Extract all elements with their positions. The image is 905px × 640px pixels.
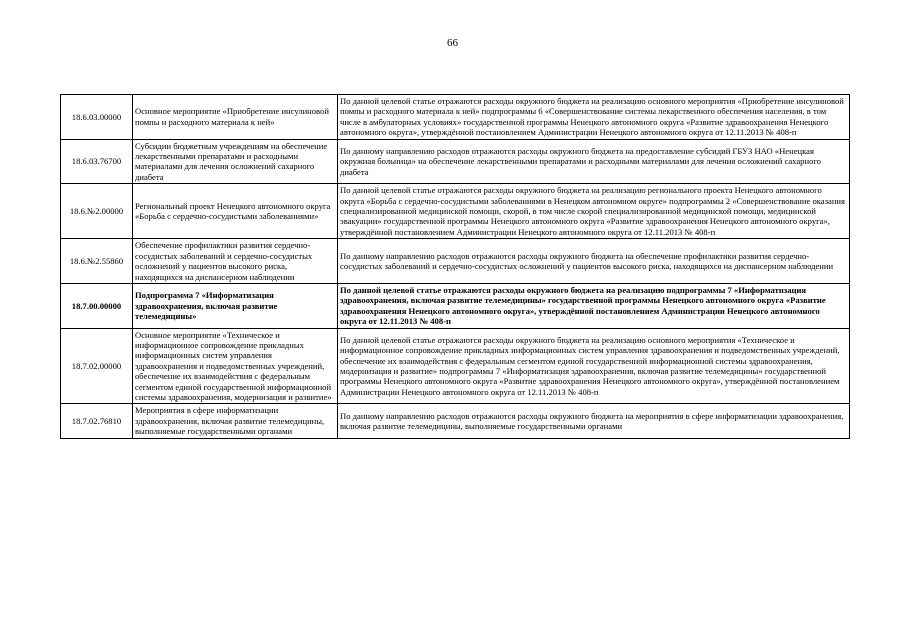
name-cell: Подпрограмма 7 «Информатизация здравоохранения, включая развитие телемедицины»: [133, 283, 338, 328]
description-cell: По данному направлению расходов отражаются расходы окружного бюджета на предоставление субсидий ГБУЗ НАО «Ненецкая окружная больница» на обеспечение лекарственными препаратами и расходными материалами для лечения осложнений сахарного диабета: [338, 139, 850, 184]
description-cell: По данной целевой статье отражаются расходы окружного бюджета на реализацию регионального проекта Ненецкого автономного округа «Борьба с сердечно-сосудистыми заболеваниями в Ненецком автономном округе» подпрограммы 2 «Совершенствование оказания специализированной медицинской помощи, скорой, в том числе скорой специализированной медицинской помощи, медицинской эвакуации» государственной программы Ненецкого автономного округа «Развитие здравоохранения Ненецкого автономного округа», утверждённой постановлением Администрации Ненецкого автономного округа от 12.11.2013 № 408-п: [338, 184, 850, 239]
name-cell: Региональный проект Ненецкого автономного округа «Борьба с сердечно-сосудистыми заболеваниями»: [133, 184, 338, 239]
description-cell: По данной целевой статье отражаются расходы окружного бюджета на реализацию подпрограммы 7 «Информатизация здравоохранения, включая развитие телемедицины» государственной программы Ненецкого автономного округа «Развитие здравоохранения Ненецкого автономного округа», утверждённой постановлением Администрации Ненецкого автономного округа от 12.11.2013 № 408-п: [338, 283, 850, 328]
page-number: 66: [447, 37, 458, 49]
table-row: [61, 184, 850, 239]
name-cell: Основное мероприятие «Приобретение инсулиновой помпы и расходного материала к ней»: [133, 95, 338, 140]
budget-classification-table: [60, 94, 850, 439]
code-cell: 18.6.03.76700: [61, 139, 133, 184]
description-cell: По данному направлению расходов отражаются расходы окружного бюджета на обеспечение профилактики развития сердечно-сосудистых заболеваний и сердечно-сосудистых осложнений у пациентов высокого риска, находящихся на диспансерном наблюдении: [338, 239, 850, 284]
table-body: [61, 95, 850, 439]
table-row: [61, 283, 850, 328]
description-cell: По данной целевой статье отражаются расходы окружного бюджета на реализацию основного мероприятия «Приобретение инсулиновой помпы и расходного материала к ней» подпрограммы 6 «Совершенствование системы лекарственного обеспечения населения, в том числе в амбулаторных условиях» государственной программы Ненецкого автономного округа «Развитие здравоохранения Ненецкого автономного округа», утверждённой постановлением Администрации Ненецкого автономного округа от 12.11.2013 № 408-п: [338, 95, 850, 140]
table-row: [61, 139, 850, 184]
code-cell: 18.7.02.76810: [61, 404, 133, 438]
description-cell: По данной целевой статье отражаются расходы окружного бюджета на реализацию основного мероприятия «Техническое и информационное сопровождение прикладных информационных систем управления здравоохранения и подведомственных учреждений, обеспечение их взаимодействия с федеральным сегментом единой государственной информационной системы здравоохранения, модернизация и развитие» подпрограммы 7 «Информатизация здравоохранения, включая развитие телемедицины» государственной программы Ненецкого автономного округа «Развитие здравоохранения Ненецкого автономного округа», утверждённой постановлением Администрации Ненецкого автономного округа от 12.11.2013 № 408-п: [338, 328, 850, 404]
description-cell: По данному направлению расходов отражаются расходы окружного бюджета на мероприятия в сфере информатизации здравоохранения, включая развитие телемедицины, выполняемые государственными органами: [338, 404, 850, 438]
code-cell: 18.6.№2.55860: [61, 239, 133, 284]
name-cell: Мероприятия в сфере информатизации здравоохранения, включая развитие телемедицины, выполняемые государственными органами: [133, 404, 338, 438]
code-cell: 18.7.02.00000: [61, 328, 133, 404]
name-cell: Субсидии бюджетным учреждениям на обеспечение лекарственными препаратами и расходными материалами для лечения осложнений сахарного диабета: [133, 139, 338, 184]
code-cell: 18.6.№2.00000: [61, 184, 133, 239]
code-cell: 18.7.00.00000: [61, 283, 133, 328]
table-row: [61, 95, 850, 140]
table-row: [61, 328, 850, 404]
code-cell: 18.6.03.00000: [61, 95, 133, 140]
name-cell: Основное мероприятие «Техническое и информационное сопровождение прикладных информационных систем управления здравоохранения и подведомственных учреждений, обеспечение их взаимодействия с федеральным сегментом единой государственной информационной системы здравоохранения, модернизация и развитие»: [133, 328, 338, 404]
table-row: [61, 239, 850, 284]
table-row: [61, 404, 850, 438]
name-cell: Обеспечение профилактики развития сердечно-сосудистых заболеваний и сердечно-сосудистых осложнений у пациентов высокого риска, находящихся на диспансерном наблюдении: [133, 239, 338, 284]
